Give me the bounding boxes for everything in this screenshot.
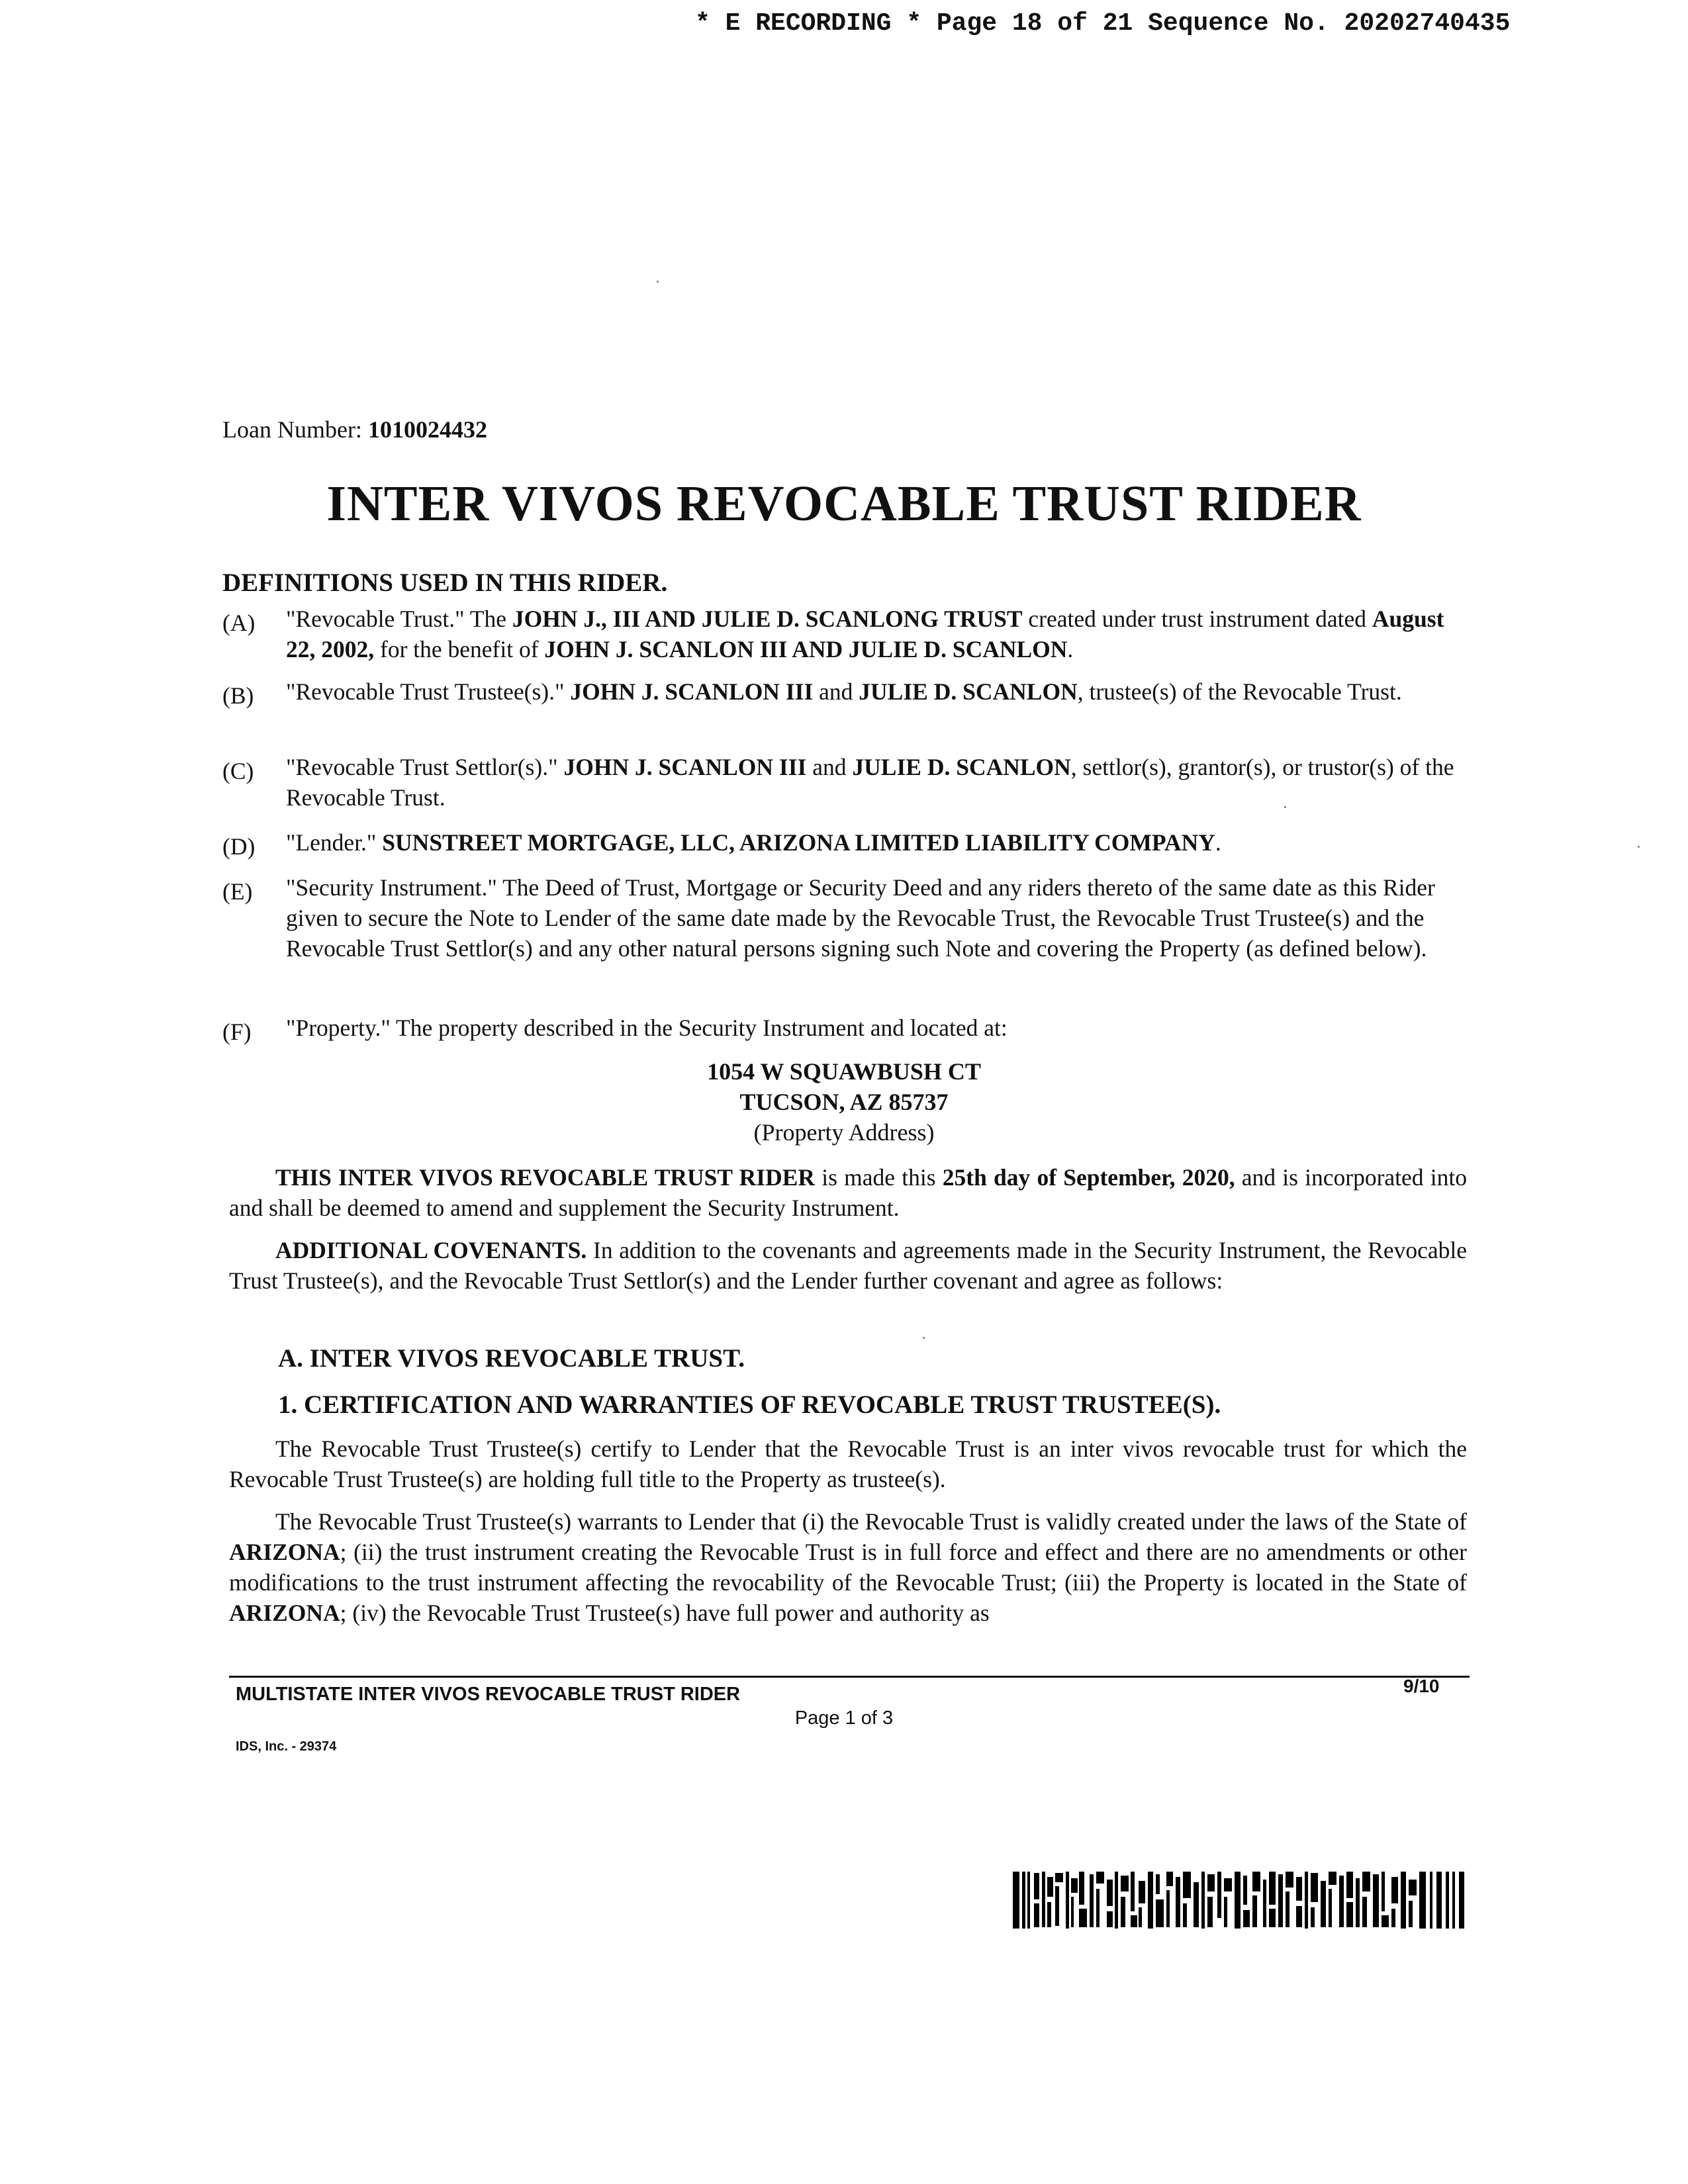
- loan-number-label: Loan Number:: [222, 416, 362, 443]
- definition-text: [286, 604, 1464, 664]
- text-run: for the benefit of: [374, 636, 545, 662]
- document-barcode: [1013, 1870, 1466, 1930]
- settlor-name: JULIE D. SCANLON: [852, 754, 1071, 780]
- recording-header: * E RECORDING * Page 18 of 21 Sequence No. 20202740435: [695, 9, 1511, 38]
- scan-speck: [1638, 846, 1640, 848]
- property-address: [0, 1056, 1688, 1148]
- footer-form-title: MULTISTATE INTER VIVOS REVOCABLE TRUST RIDER: [236, 1684, 741, 1705]
- trustee-name: JULIE D. SCANLON: [859, 678, 1078, 705]
- covenants-paragraph: [229, 1235, 1467, 1296]
- rider-date: 25th day of September, 2020,: [942, 1164, 1235, 1191]
- text-run: and: [813, 678, 859, 705]
- loan-number-value: 1010024432: [367, 416, 487, 443]
- definition-letter: (D): [222, 833, 256, 860]
- definition-text: [286, 827, 1464, 858]
- rider-name: THIS INTER VIVOS REVOCABLE TRUST RIDER: [275, 1164, 816, 1191]
- scan-speck: [923, 1337, 925, 1339]
- definition-letter: (A): [222, 610, 256, 636]
- beneficiaries: JOHN J. SCANLON III AND JULIE D. SCANLON: [544, 636, 1068, 662]
- warrant-paragraph: [229, 1506, 1467, 1628]
- lender-name: SUNSTREET MORTGAGE, LLC, ARIZONA LIMITED LIABILITY COMPANY: [382, 829, 1215, 856]
- text-run: The Revocable Trust Trustee(s) certify to Lender that the Revocable Trust is an inter vivos revocable trust for which the Revocable Trust Trustee(s) are holding full title to the Property as trustee(s).: [229, 1435, 1467, 1492]
- definition-text: [286, 752, 1464, 813]
- text-run: , trustee(s) of the Revocable Trust.: [1077, 678, 1402, 705]
- text-run: "Revocable Trust." The: [286, 606, 512, 632]
- definition-letter: (F): [222, 1019, 252, 1045]
- scan-speck: [657, 281, 659, 283]
- text-run: ; (ii) the trust instrument creating the Revocable Trust is in full force and effect and there are no amendments or other modifications to the trust instrument affecting the revocability of the Revocable Trust; (iii) the Property is located in the State of: [229, 1539, 1467, 1596]
- address-line-1: 1054 W SQUAWBUSH CT: [707, 1058, 981, 1085]
- text-run: and is incorporated into and shall be deemed to amend and supplement the Security Instrument.: [229, 1164, 1467, 1221]
- section-1-heading: 1. CERTIFICATION AND WARRANTIES OF REVOCABLE TRUST TRUSTEE(S).: [278, 1390, 1221, 1419]
- text-run: The Revocable Trust Trustee(s) warrants to Lender that (i) the Revocable Trust is validly created under the laws of the State of: [275, 1508, 1467, 1535]
- text-run: "Revocable Trust Settlor(s).": [286, 754, 564, 780]
- footer-rule: [229, 1676, 1470, 1678]
- covenants-heading: ADDITIONAL COVENANTS.: [275, 1237, 587, 1263]
- text-run: "Revocable Trust Trustee(s).": [286, 678, 571, 705]
- trust-name: JOHN J., III AND JULIE D. SCANLONG TRUST: [512, 606, 1023, 632]
- text-run: ; (iv) the Revocable Trust Trustee(s) have full power and authority as: [340, 1600, 990, 1626]
- text-run: created under trust instrument dated: [1022, 606, 1372, 632]
- state-name: ARIZONA: [229, 1539, 340, 1565]
- text-run: is made this: [815, 1164, 943, 1191]
- definition-letter: (B): [222, 682, 254, 709]
- definition-text: "Property." The property described in the Security Instrument and located at:: [286, 1015, 1008, 1041]
- trustee-name: JOHN J. SCANLON III: [570, 678, 814, 705]
- definition-letter: (C): [222, 758, 254, 784]
- section-a-heading: A. INTER VIVOS REVOCABLE TRUST.: [278, 1344, 745, 1373]
- text-run: In addition to the covenants and agreements made in the Security Instrument, the Revocable Trust Trustee(s), and the Revocable Trust Settlor(s) and the Lender further covenant and agree as follows:: [229, 1237, 1467, 1294]
- footer-ids: IDS, Inc. - 29374: [236, 1739, 337, 1754]
- definition-letter: (E): [222, 878, 253, 905]
- scan-speck: [1284, 806, 1286, 808]
- definition-text: "Security Instrument." The Deed of Trust, Mortgage or Security Deed and any riders thereto of the same date as this Rider given to secure the Note to Lender of the same date made by the Revocable Trust, the Revocable Trust Trustee(s) and the Revocable Trust Settlor(s) and any other natural persons signing such Note and covering the Property (as defined below).: [286, 874, 1435, 962]
- trust-date: August 22, 2002,: [286, 606, 1444, 662]
- text-run: , settlor(s), grantor(s), or trustor(s) of the Revocable Trust.: [286, 754, 1454, 811]
- definitions-heading: DEFINITIONS USED IN THIS RIDER.: [222, 569, 668, 597]
- certify-paragraph: [229, 1433, 1467, 1494]
- text-run: and: [806, 754, 853, 780]
- document-title: INTER VIVOS REVOCABLE TRUST RIDER: [326, 476, 1362, 531]
- address-caption: (Property Address): [753, 1119, 935, 1146]
- footer-page-number: Page 1 of 3: [794, 1707, 894, 1729]
- settlor-name: JOHN J. SCANLON III: [563, 754, 807, 780]
- text-run: .: [1215, 829, 1221, 856]
- text-run: "Lender.": [286, 829, 383, 856]
- state-name: ARIZONA: [229, 1600, 340, 1626]
- rider-paragraph: [229, 1162, 1467, 1223]
- definition-text: [286, 676, 1464, 707]
- address-line-2: TUCSON, AZ 85737: [739, 1089, 949, 1115]
- loan-number-line: [222, 416, 487, 443]
- footer-form-date: 9/10: [1403, 1676, 1440, 1696]
- text-run: .: [1067, 636, 1074, 662]
